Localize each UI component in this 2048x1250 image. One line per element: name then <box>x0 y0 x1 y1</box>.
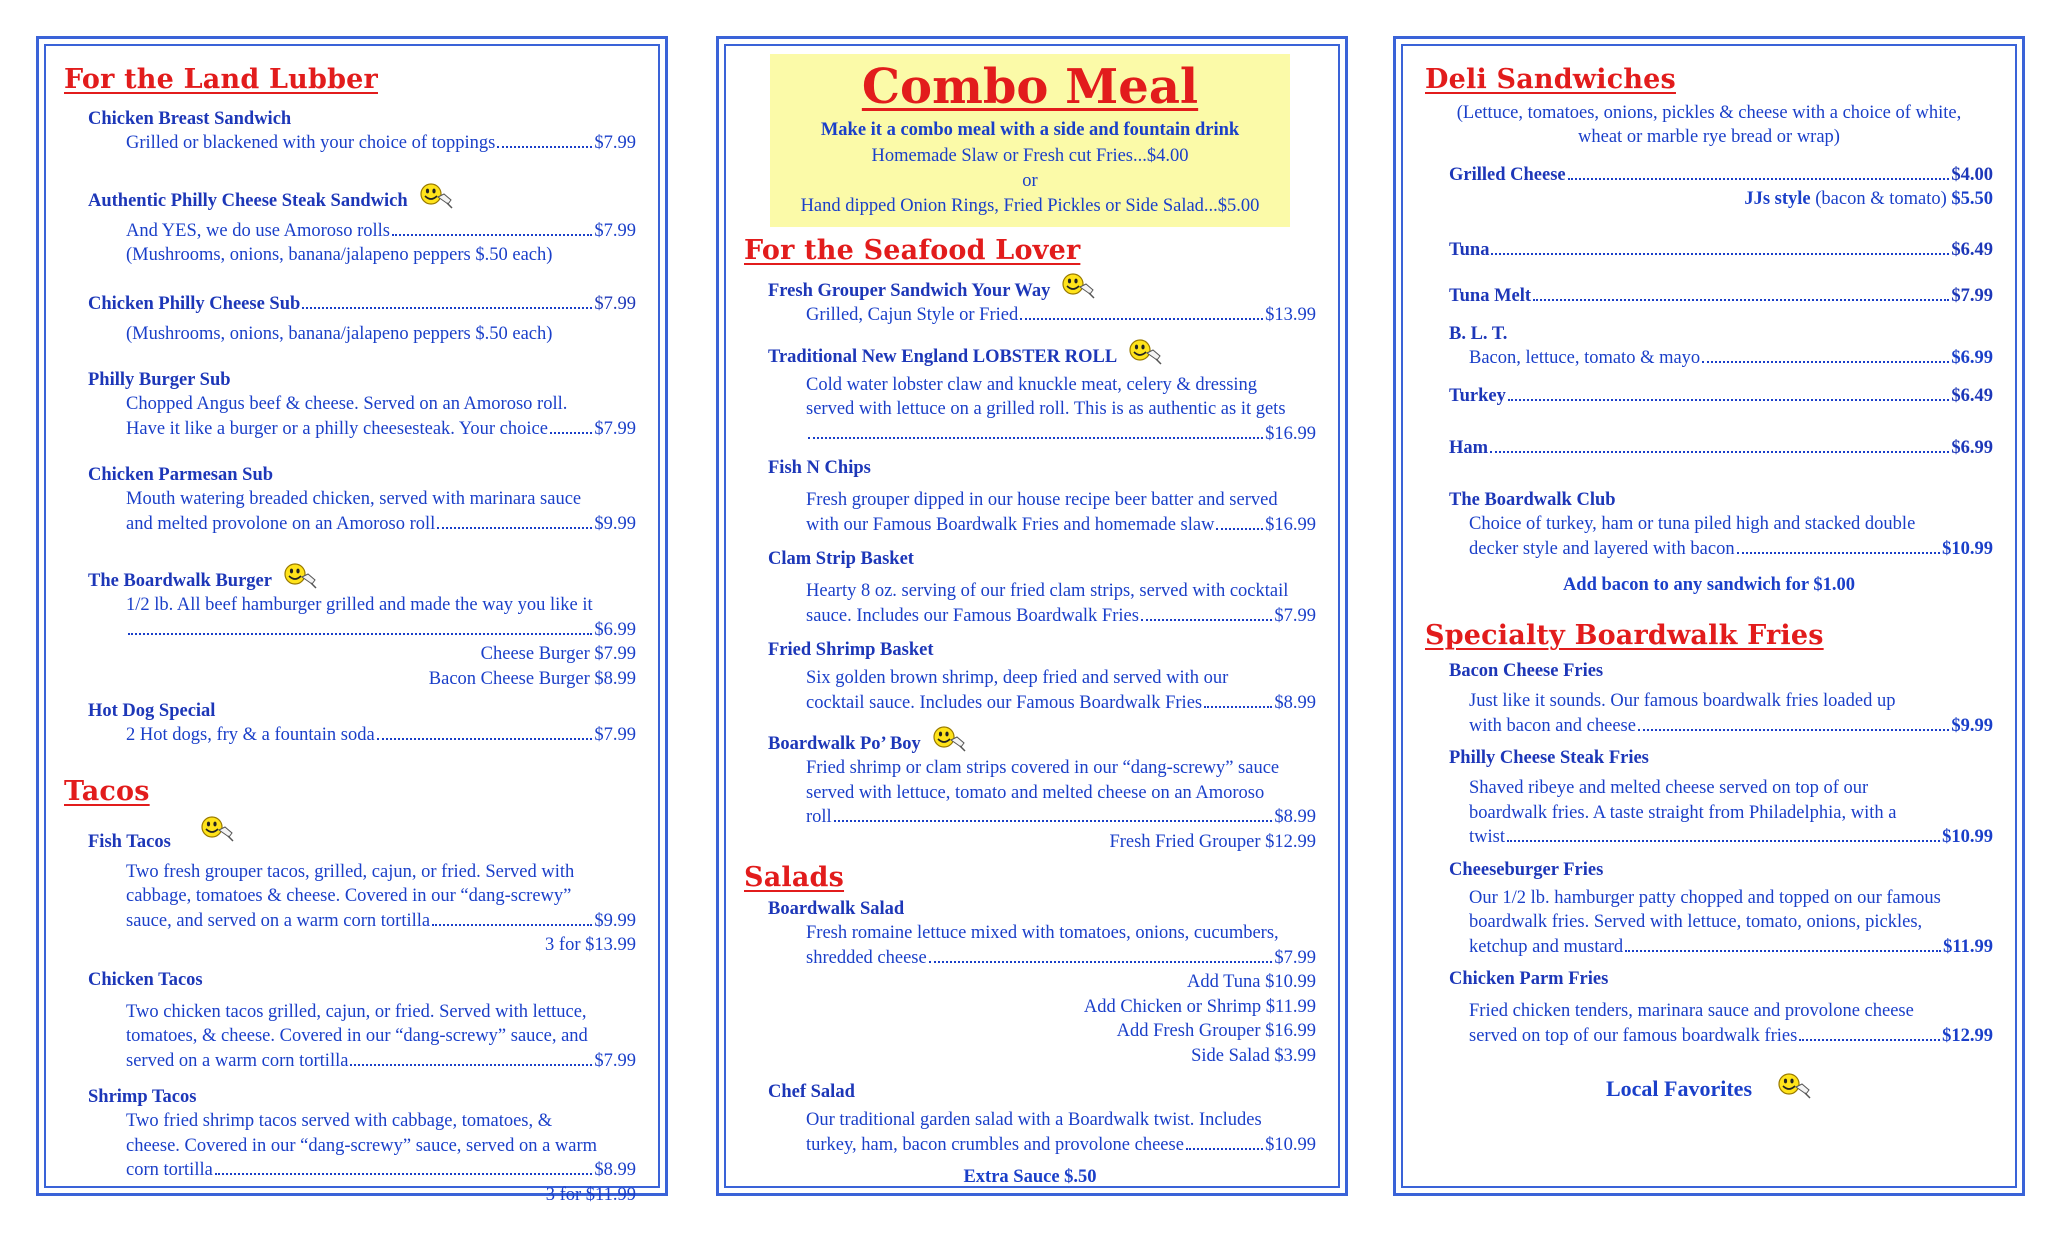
boardwalk-salad-desc: shredded cheese <box>806 947 927 968</box>
lobster-price: $16.99 <box>1265 423 1316 444</box>
cheese-burger-price: Cheese Burger $7.99 <box>480 644 636 664</box>
jjs-style-line: JJs style (bacon & tomato) $5.50 <box>1744 189 1993 209</box>
shrimp-basket-price: $8.99 <box>1274 692 1316 713</box>
menu-item <box>1425 384 1993 408</box>
chicken-parm-sub-name: Chicken Parmesan Sub <box>88 465 274 485</box>
chicken-parm-sub-desc: Mouth watering breaded chicken, served with marinara sauce <box>126 489 582 509</box>
boardwalk-salad-desc: Fresh romaine lettuce mixed with tomatoes, onions, cucumbers, <box>806 923 1279 943</box>
poboy-desc: Fried shrimp or clam strips covered in our “dang-screwy” sauce <box>806 758 1280 778</box>
chicken-breast-price: $7.99 <box>594 133 636 153</box>
philly-burger-desc: Chopped Angus beef & cheese. Served on an Amoroso roll. <box>126 394 568 414</box>
grouper-name: Fresh Grouper Sandwich Your Way <box>768 281 1051 301</box>
philly-steak-desc: And YES, we do use Amoroso rolls <box>126 220 390 241</box>
menu-item <box>1425 659 1993 738</box>
chicken-parm-sub-price: $9.99 <box>594 513 636 534</box>
combo-option: Hand dipped Onion Rings, Fried Pickles or Side Salad...$5.00 <box>800 196 1260 216</box>
combo-meal-subtitle: Make it a combo meal with a side and fountain drink <box>820 120 1240 140</box>
philly-fries-name: Philly Cheese Steak Fries <box>1449 748 1649 768</box>
smiley-thumbs-up-icon <box>931 725 967 753</box>
tuna-melt-name: Tuna Melt <box>1449 285 1532 306</box>
lobster-desc: Cold water lobster claw and knuckle meat, celery & dressing <box>806 374 1258 395</box>
club-desc: decker style and layered with bacon <box>1469 538 1735 559</box>
menu-item <box>744 638 1316 715</box>
cheeseburger-fries-price: $11.99 <box>1943 936 1993 957</box>
blt-price: $6.99 <box>1951 347 1993 368</box>
fish-chips-price: $16.99 <box>1265 514 1316 535</box>
poboy-desc: served with lettuce, tomato and melted cheese on an Amoroso <box>806 782 1265 803</box>
menu-item <box>64 699 636 748</box>
deli-title: Deli Sandwiches <box>1425 64 1676 95</box>
menu-item <box>1425 967 1993 1048</box>
tuna-melt-price: $7.99 <box>1951 285 1993 306</box>
fish-tacos-desc: Two fresh grouper tacos, grilled, cajun, or fried. Served with <box>126 861 575 882</box>
club-name: The Boardwalk Club <box>1449 490 1616 510</box>
ham-price: $6.99 <box>1951 438 1993 458</box>
tuna-price: $6.49 <box>1951 239 1993 260</box>
clam-desc: sauce. Includes our Famous Boardwalk Fries <box>806 605 1139 626</box>
menu-item <box>1425 436 1993 460</box>
shrimp-basket-desc: cocktail sauce. Includes our Famous Boardwalk Fries <box>806 692 1203 713</box>
add-bacon-note: Add bacon to any sandwich for $1.00 <box>1562 575 1856 595</box>
land-lubber-title: For the Land Lubber <box>64 64 378 95</box>
chicken-philly-price: $7.99 <box>594 293 636 314</box>
boardwalk-burger-name: The Boardwalk Burger <box>88 571 272 591</box>
cheeseburger-fries-desc: boardwalk fries. Served with lettuce, tomato, onions, pickles, <box>1469 912 1923 932</box>
local-favorites-label: Local Favorites <box>1605 1076 1753 1101</box>
menu-item <box>64 562 636 691</box>
menu-panel-center <box>716 36 1348 1196</box>
menu-item <box>1425 322 1993 371</box>
hot-dog-name: Hot Dog Special <box>88 701 216 721</box>
bacon-fries-price: $9.99 <box>1951 715 1993 736</box>
blt-name: B. L. T. <box>1449 323 1508 344</box>
philly-fries-price: $10.99 <box>1942 827 1993 847</box>
hot-dog-price: $7.99 <box>594 725 636 745</box>
boardwalk-burger-price: $6.99 <box>594 619 636 640</box>
fish-tacos-price: $9.99 <box>594 910 636 931</box>
chef-salad-name: Chef Salad <box>768 1082 855 1102</box>
menu-item <box>744 456 1316 537</box>
boardwalk-burger-desc: 1/2 lb. All beef hamburger grilled and made the way you like it <box>126 595 593 615</box>
turkey-name: Turkey <box>1449 386 1506 406</box>
grouper-price: $13.99 <box>1265 305 1316 325</box>
menu-item <box>64 968 636 1074</box>
smiley-thumbs-up-icon <box>1127 338 1163 366</box>
menu-panel-left <box>36 36 668 1205</box>
tacos-title: Tacos <box>64 775 150 807</box>
menu-item <box>744 272 1316 328</box>
shrimp-tacos-desc: Two fried shrimp tacos served with cabbage, tomatoes, & <box>126 1111 553 1131</box>
clam-desc: Hearty 8 oz. serving of our fried clam strips, served with cocktail <box>806 581 1289 601</box>
smiley-thumbs-up-icon <box>418 182 454 210</box>
philly-fries-desc: twist <box>1469 827 1505 847</box>
menu-item <box>1425 284 1993 308</box>
chicken-breast-desc: Grilled or blackened with your choice of toppings <box>126 133 496 153</box>
chicken-tacos-desc: tomatoes, & cheese. Covered in our “dang-screwy” sauce, and <box>126 1026 588 1046</box>
grouper-desc: Grilled, Cajun Style or Fried <box>806 305 1019 325</box>
local-favorites-legend <box>1425 1072 1993 1102</box>
lobster-name: Traditional New England LOBSTER ROLL <box>768 346 1118 367</box>
deli-intro: (Lettuce, tomatoes, onions, pickles & cheese with a choice of white, wheat or marble rye bread or wrap) <box>1456 103 1962 147</box>
shrimp-tacos-desc: cheese. Covered in our “dang-screwy” sauce, served on a warm <box>126 1135 598 1156</box>
chef-salad-price: $10.99 <box>1265 1134 1316 1155</box>
add-grouper-price: Add Fresh Grouper $16.99 <box>1116 1021 1316 1041</box>
chicken-tacos-desc: served on a warm corn tortilla <box>126 1050 349 1071</box>
cheeseburger-fries-desc: ketchup and mustard <box>1469 936 1624 957</box>
chicken-parm-fries-price: $12.99 <box>1942 1025 1993 1046</box>
menu-item <box>64 815 636 958</box>
menu-item <box>64 107 636 156</box>
menu-item <box>64 463 636 536</box>
philly-burger-name: Philly Burger Sub <box>88 370 231 390</box>
menu-item <box>1425 746 1993 850</box>
poboy-price: $8.99 <box>1274 807 1316 827</box>
add-chicken-shrimp-price: Add Chicken or Shrimp $11.99 <box>1083 996 1316 1017</box>
combo-meal-box <box>770 54 1290 227</box>
combo-meal-title: Combo Meal <box>861 59 1199 115</box>
menu-item <box>744 725 1316 854</box>
chicken-philly-note: (Mushrooms, onions, banana/jalapeno peppers $.50 each) <box>126 323 553 344</box>
turkey-price: $6.49 <box>1951 386 1993 406</box>
philly-burger-desc: Have it like a burger or a philly cheesesteak. Your choice <box>126 418 548 439</box>
smiley-thumbs-up-icon <box>1060 272 1096 300</box>
tuna-name: Tuna <box>1449 239 1490 260</box>
philly-fries-desc: boardwalk fries. A taste straight from Philadelphia, with a <box>1469 802 1897 823</box>
club-desc: Choice of turkey, ham or tuna piled high and stacked double <box>1469 514 1916 534</box>
smiley-thumbs-up-icon <box>199 815 235 843</box>
fish-chips-desc: Fresh grouper dipped in our house recipe beer batter and served <box>806 490 1278 510</box>
chicken-parm-fries-desc: Fried chicken tenders, marinara sauce and provolone cheese <box>1469 1001 1914 1021</box>
hot-dog-desc: 2 Hot dogs, fry & a fountain soda <box>126 725 375 745</box>
smiley-thumbs-up-icon <box>1776 1072 1812 1100</box>
chicken-tacos-price: $7.99 <box>594 1050 636 1071</box>
menu-panel-right <box>1393 36 2025 1196</box>
menu-item <box>744 897 1316 1068</box>
boardwalk-salad-price: $7.99 <box>1274 947 1316 968</box>
philly-burger-price: $7.99 <box>594 418 636 439</box>
poboy-desc: roll <box>806 807 832 827</box>
fish-chips-desc: with our Famous Boardwalk Fries and homemade slaw <box>806 514 1215 535</box>
shrimp-tacos-3-price: 3 for $11.99 <box>545 1184 636 1205</box>
philly-steak-price: $7.99 <box>594 220 636 241</box>
chef-salad-desc: Our traditional garden salad with a Boardwalk twist. Includes <box>806 1110 1262 1130</box>
menu-item <box>64 1085 636 1207</box>
fish-tacos-desc: sauce, and served on a warm corn tortilla <box>126 910 431 931</box>
menu-item <box>64 182 636 268</box>
grilled-cheese-name: Grilled Cheese <box>1449 165 1566 185</box>
chicken-breast-name: Chicken Breast Sandwich <box>88 109 292 129</box>
cheeseburger-fries-desc: Our 1/2 lb. hamburger patty chopped and topped on our famous <box>1469 887 1941 908</box>
menu-item <box>1425 858 1993 960</box>
cheeseburger-fries-name: Cheeseburger Fries <box>1449 859 1604 880</box>
philly-steak-note: (Mushrooms, onions, banana/jalapeno peppers $.50 each) <box>126 245 553 265</box>
bacon-fries-name: Bacon Cheese Fries <box>1449 661 1604 681</box>
fish-chips-name: Fish N Chips <box>768 458 871 478</box>
fresh-fried-grouper-price: Fresh Fried Grouper $12.99 <box>1109 831 1316 852</box>
combo-option: Homemade Slaw or Fresh cut Fries...$4.00 <box>871 146 1189 166</box>
shrimp-tacos-name: Shrimp Tacos <box>88 1087 197 1107</box>
chicken-parm-fries-name: Chicken Parm Fries <box>1449 969 1609 989</box>
bacon-fries-desc: Just like it sounds. Our famous boardwalk fries loaded up <box>1469 691 1896 711</box>
menu-item <box>1425 238 1993 262</box>
side-salad-price: Side Salad $3.99 <box>1191 1045 1316 1066</box>
chicken-tacos-name: Chicken Tacos <box>88 969 203 990</box>
bacon-fries-desc: with bacon and cheese <box>1469 715 1636 736</box>
club-price: $10.99 <box>1942 538 1993 559</box>
menu-item <box>1425 163 1993 212</box>
add-tuna-price: Add Tuna $10.99 <box>1186 972 1316 992</box>
menu-item <box>64 368 636 441</box>
shrimp-basket-desc: Six golden brown shrimp, deep fried and served with our <box>806 668 1229 688</box>
shrimp-tacos-price: $8.99 <box>594 1160 636 1180</box>
chicken-parm-fries-desc: served on top of our famous boardwalk fries <box>1469 1025 1798 1046</box>
fries-title: Specialty Boardwalk Fries <box>1425 620 1824 651</box>
ham-name: Ham <box>1449 438 1489 458</box>
clam-price: $7.99 <box>1274 605 1316 626</box>
shrimp-tacos-desc: corn tortilla <box>126 1160 213 1180</box>
chef-salad-desc: turkey, ham, bacon crumbles and provolone cheese <box>806 1134 1184 1155</box>
poboy-name: Boardwalk Po’ Boy <box>768 734 921 754</box>
philly-fries-desc: Shaved ribeye and melted cheese served on top of our <box>1469 778 1869 798</box>
philly-steak-name: Authentic Philly Cheese Steak Sandwich <box>88 190 408 211</box>
shrimp-basket-name: Fried Shrimp Basket <box>768 640 934 660</box>
chicken-parm-sub-desc: and melted provolone on an Amoroso roll <box>126 513 436 534</box>
menu-item <box>744 1080 1316 1157</box>
menu-item <box>744 338 1316 447</box>
salads-title: Salads <box>744 862 845 893</box>
bacon-cheese-burger-price: Bacon Cheese Burger $8.99 <box>428 668 636 689</box>
menu-item <box>64 292 636 347</box>
chicken-tacos-desc: Two chicken tacos grilled, cajun, or fried. Served with lettuce, <box>126 1001 587 1022</box>
blt-desc: Bacon, lettuce, tomato & mayo <box>1469 347 1701 368</box>
smiley-thumbs-up-icon <box>282 562 318 590</box>
fish-tacos-name: Fish Tacos <box>88 831 171 852</box>
combo-or: or <box>1022 171 1038 191</box>
grilled-cheese-price: $4.00 <box>1951 165 1993 185</box>
clam-name: Clam Strip Basket <box>768 549 914 569</box>
chicken-philly-name: Chicken Philly Cheese Sub <box>88 293 301 314</box>
seafood-title: For the Seafood Lover <box>744 235 1081 266</box>
menu-item <box>1425 488 1993 561</box>
fish-tacos-desc: cabbage, tomatoes & cheese. Covered in our “dang-screwy” <box>126 886 572 906</box>
lobster-desc: served with lettuce on a grilled roll. This is as authentic as it gets <box>806 399 1286 419</box>
menu-item <box>744 547 1316 628</box>
fish-tacos-3-price: 3 for $13.99 <box>545 935 636 955</box>
boardwalk-salad-name: Boardwalk Salad <box>768 899 905 919</box>
extra-sauce-note: Extra Sauce $.50 <box>963 1167 1097 1187</box>
